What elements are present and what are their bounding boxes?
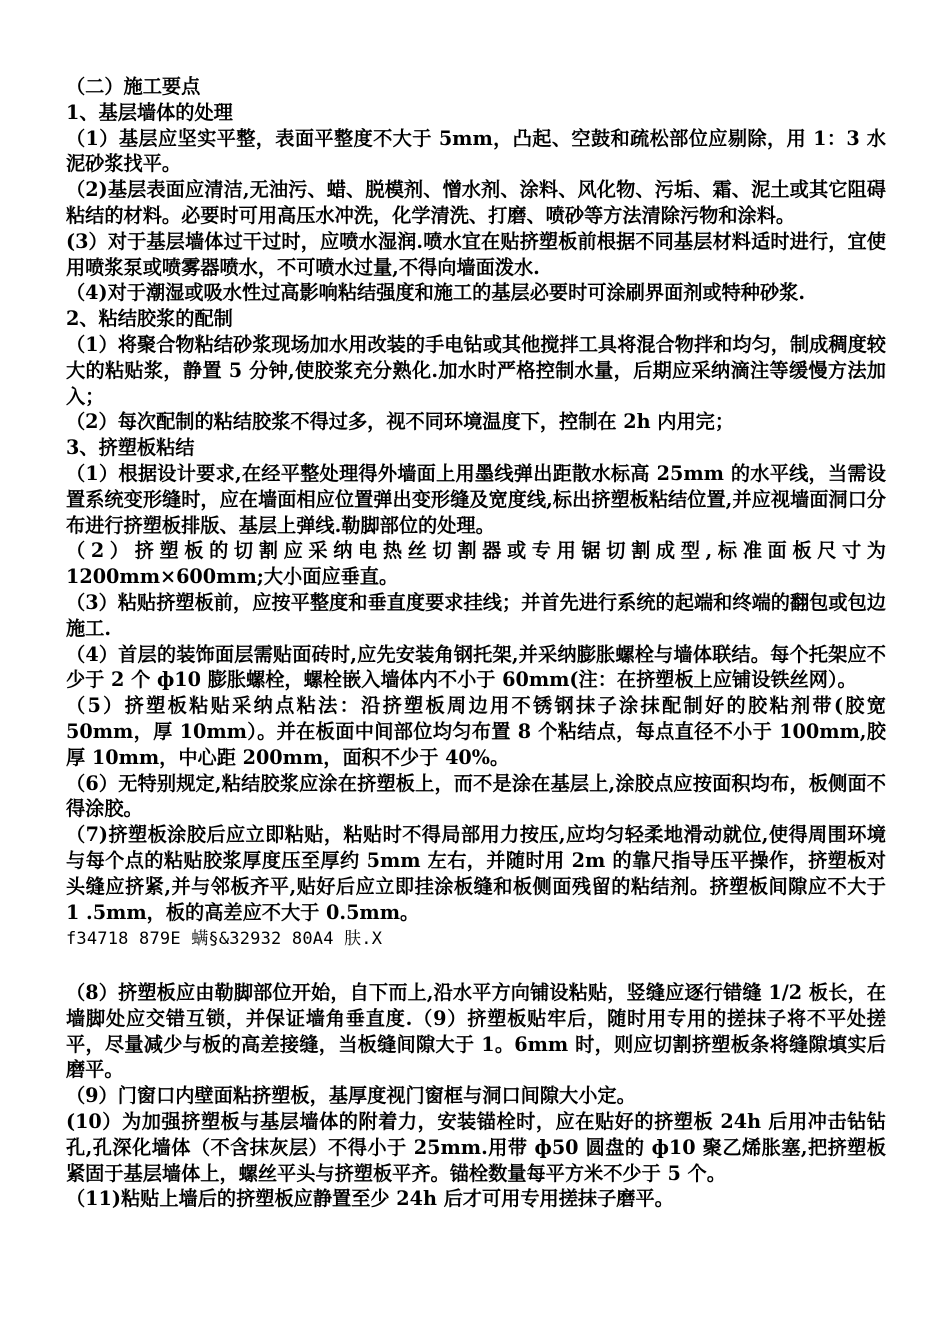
paragraph: （1）将聚合物粘结砂浆现场加水用改装的手电钻或其他搅拌工具将混合物拌和均匀，制成稠度较大的粘贴浆，静置 5 分钟,使胶浆充分熟化.加水时严格控制水量，后期应采纳滴注等缓慢方法加入； xyxy=(66,332,886,408)
heading-base-wall: 1、基层墙体的处理 xyxy=(66,100,233,124)
paragraph: (3）对于基层墙体过干过时，应喷水湿润.喷水宜在贴挤塑板前根据不同基层材料适时进行，宜使用喷浆泵或喷雾器喷水，不可喷水过量,不得向墙面泼水. xyxy=(66,229,886,279)
paragraph: （7)挤塑板涂胶后应立即粘贴，粘贴时不得局部用力按压,应均匀轻柔地滑动就位,使得周围环境与每个点的粘贴胶浆厚度压至厚约 5mm 左右，并随时用 2m 的靠尺指导压平操作，挤塑板对头缝应挤紧,并与邻板齐平,贴好后应立即挂涂板缝和板侧面残留的粘结剂。挤塑板间隙应不大于 1 .5mm，板的高差应不大于 0.5mm。 xyxy=(66,823,886,924)
paragraph: （8）挤塑板应由勒脚部位开始，自下而上,沿水平方向铺设粘贴，竖缝应逐行错缝 1/2 板长，在墙脚处应交错互锁，并保证墙角垂直度.（9）挤塑板贴牢后，随时用专用的搓抹子将不平处搓平，尽量减少与板的高差接缝，当板缝间隙大于 1。6mm 时，则应切割挤塑板条将缝隙填实后磨平。 xyxy=(66,981,886,1082)
heading-board-bonding: 3、挤塑板粘结 xyxy=(66,436,195,460)
document-body xyxy=(66,74,886,1212)
paragraph: （4）首层的装饰面层需贴面砖时,应先安装角钢托架,并采纳膨胀螺栓与墙体联结。每个托架应不少于 2 个 ф10 膨胀螺栓，螺栓嵌入墙体内不小于 60mm(注：在挤塑板上应铺设铁丝网）。 xyxy=(66,642,886,692)
paragraph: （3）粘贴挤塑板前，应按平整度和垂直度要求挂线；并首先进行系统的起端和终端的翻包或包边施工. xyxy=(66,590,886,640)
paragraph: （11)粘贴上墙后的挤塑板应静置至少 24h 后才可用专用搓抹子磨平。 xyxy=(66,1187,674,1211)
paragraph: （1）基层应坚实平整，表面平整度不大于 5mm，凸起、空鼓和疏松部位应剔除，用 1：3 水泥砂浆找平。 xyxy=(66,126,886,176)
garbled-code-line: f34718 879E 螨§&32932 80A4 肤.X xyxy=(66,929,383,950)
paragraph: （2）挤塑板的切割应采纳电热丝切割器或专用锯切割成型,标准面板尺寸为 1200mm×600mm;大小面应垂直。 xyxy=(66,539,886,589)
paragraph: （2)基层表面应清洁,无油污、蜡、脱模剂、憎水剂、涂料、风化物、污垢、霜、泥土或其它阻碍粘结的材料。必要时可用高压水冲洗，化学清洗、打磨、喷砂等方法清除污物和涂料。 xyxy=(66,178,886,227)
section-title: （二）施工要点 xyxy=(66,75,201,98)
paragraph: （1）根据设计要求,在经平整处理得外墙面上用墨线弹出距散水标高 25mm 的水平线，当需设置系统变形缝时，应在墙面相应位置弹出变形缝及宽度线,标出挤塑板粘结位置,并应视墙面洞口分布进行挤塑板排版、基层上弹线.勒脚部位的处理。 xyxy=(66,461,886,537)
paragraph: （5）挤塑板粘贴采纳点粘法：沿挤塑板周边用不锈钢抹子涂抹配制好的胶粘剂带(胶宽 50mm，厚 10mm）。并在板面中间部位均匀布置 8 个粘结点，每点直径不小于 100mm,胶厚 10mm，中心距 200mm，面积不少于 40%。 xyxy=(66,694,886,769)
paragraph: (10）为加强挤塑板与基层墙体的附着力，安装锚栓时，应在贴好的挤塑板 24h 后用冲击钻钻孔,孔深化墙体（不含抹灰层）不得小于 25mm.用带 ф50 圆盘的 ф10 聚乙烯胀塞,把挤塑板紧固于基层墙体上，螺丝平头与挤塑板平齐。锚栓数量每平方米不少于 5 个。 xyxy=(66,1110,886,1185)
paragraph: （6）无特别规定,粘结胶浆应涂在挤塑板上，而不是涂在基层上,涂胶点应按面积均布，板侧面不得涂胶。 xyxy=(66,771,886,821)
heading-adhesive-mix: 2、粘结胶浆的配制 xyxy=(66,307,233,331)
spacer xyxy=(66,953,886,980)
paragraph: （4)对于潮湿或吸水性过高影响粘结强度和施工的基层必要时可涂刷界面剂或特种砂浆. xyxy=(66,281,806,305)
paragraph: （2）每次配制的粘结胶浆不得过多，视不同环境温度下，控制在 2h 内用完； xyxy=(66,410,735,434)
paragraph: （9）门窗口内壁面粘挤塑板，基厚度视门窗框与洞口间隙大小定。 xyxy=(66,1084,636,1108)
